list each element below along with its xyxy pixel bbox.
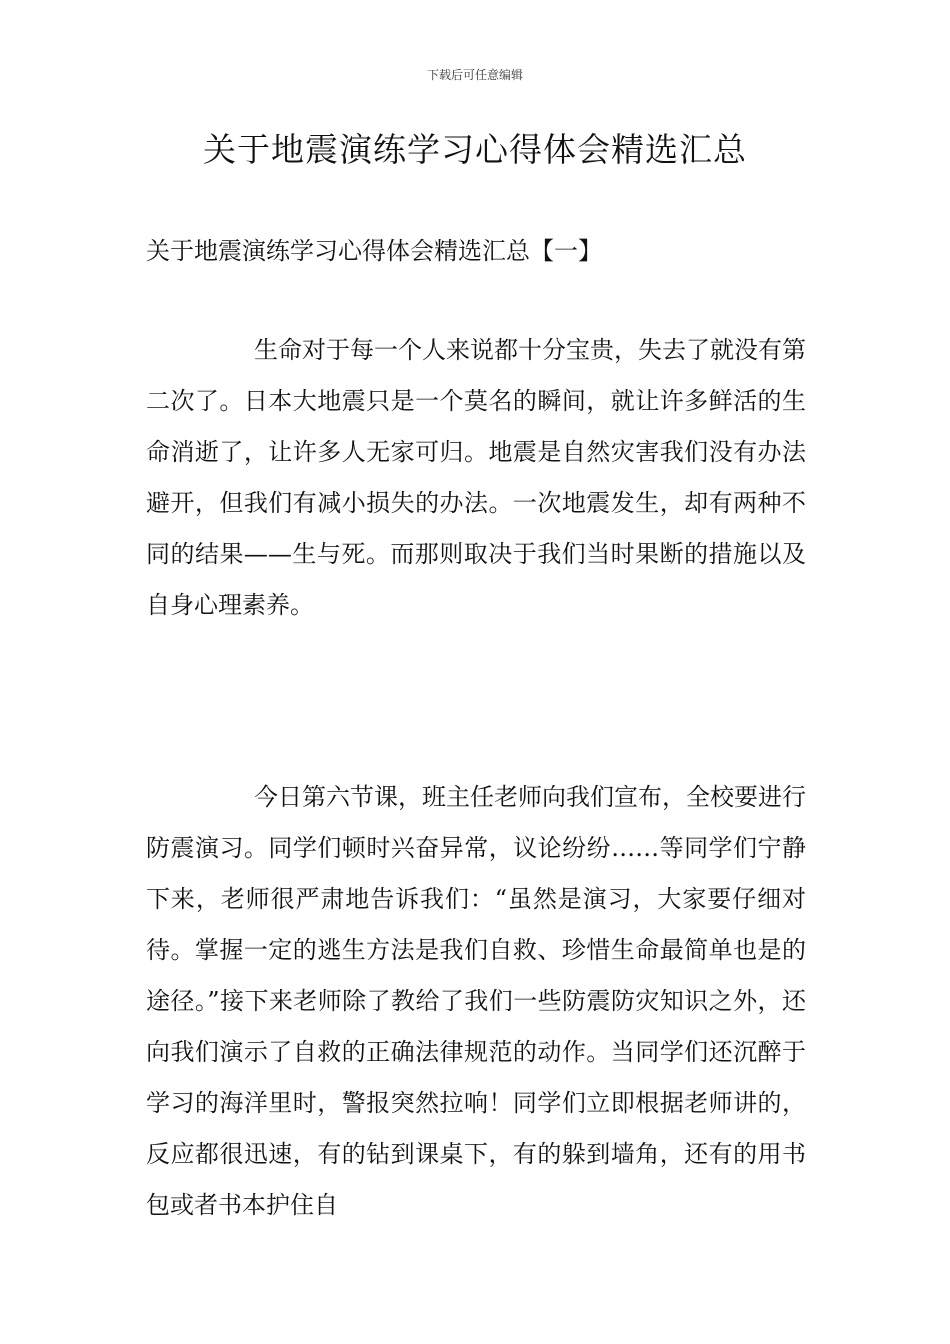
document-title: 关于地震演练学习心得体会精选汇总 bbox=[203, 130, 747, 169]
body-paragraph-2: 今日第六节课，班主任老师向我们宣布，全校要进行防震演习。同学们顿时兴奋异常，议论纷纷……等同学们宁静下来，老师很严肃地告诉我们：“虽然是演习，大家要仔细对待。掌握一定的逃生方法是我们自救、珍惜生命最简单也是的途径。”接下来老师除了教给了我们一些防震防灾知识之外，还向我们演示了自救的正确法律规范的动作。当同学们还沉醉于学习的海洋里时，警报突然拉响！同学们立即根据老师讲的，反应都很迅速，有的钻到课桌下，有的躲到墙角，还有的用书包或者书本护住自 bbox=[146, 783, 806, 1219]
header-note: 下载后可任意编辑 bbox=[426, 68, 523, 82]
body-paragraph-1: 生命对于每一个人来说都十分宝贵，失去了就没有第二次了。日本大地震只是一个莫名的瞬间，就让许多鲜活的生命消逝了，让许多人无家可归。地震是自然灾害我们没有办法避开，但我们有减小损失的办法。一次地震发生，却有两种不同的结果——生与死。而那则取决于我们当时果断的措施以及自身心理素养。 bbox=[146, 336, 806, 619]
section-heading: 关于地震演练学习心得体会精选汇总【一】 bbox=[146, 237, 602, 265]
